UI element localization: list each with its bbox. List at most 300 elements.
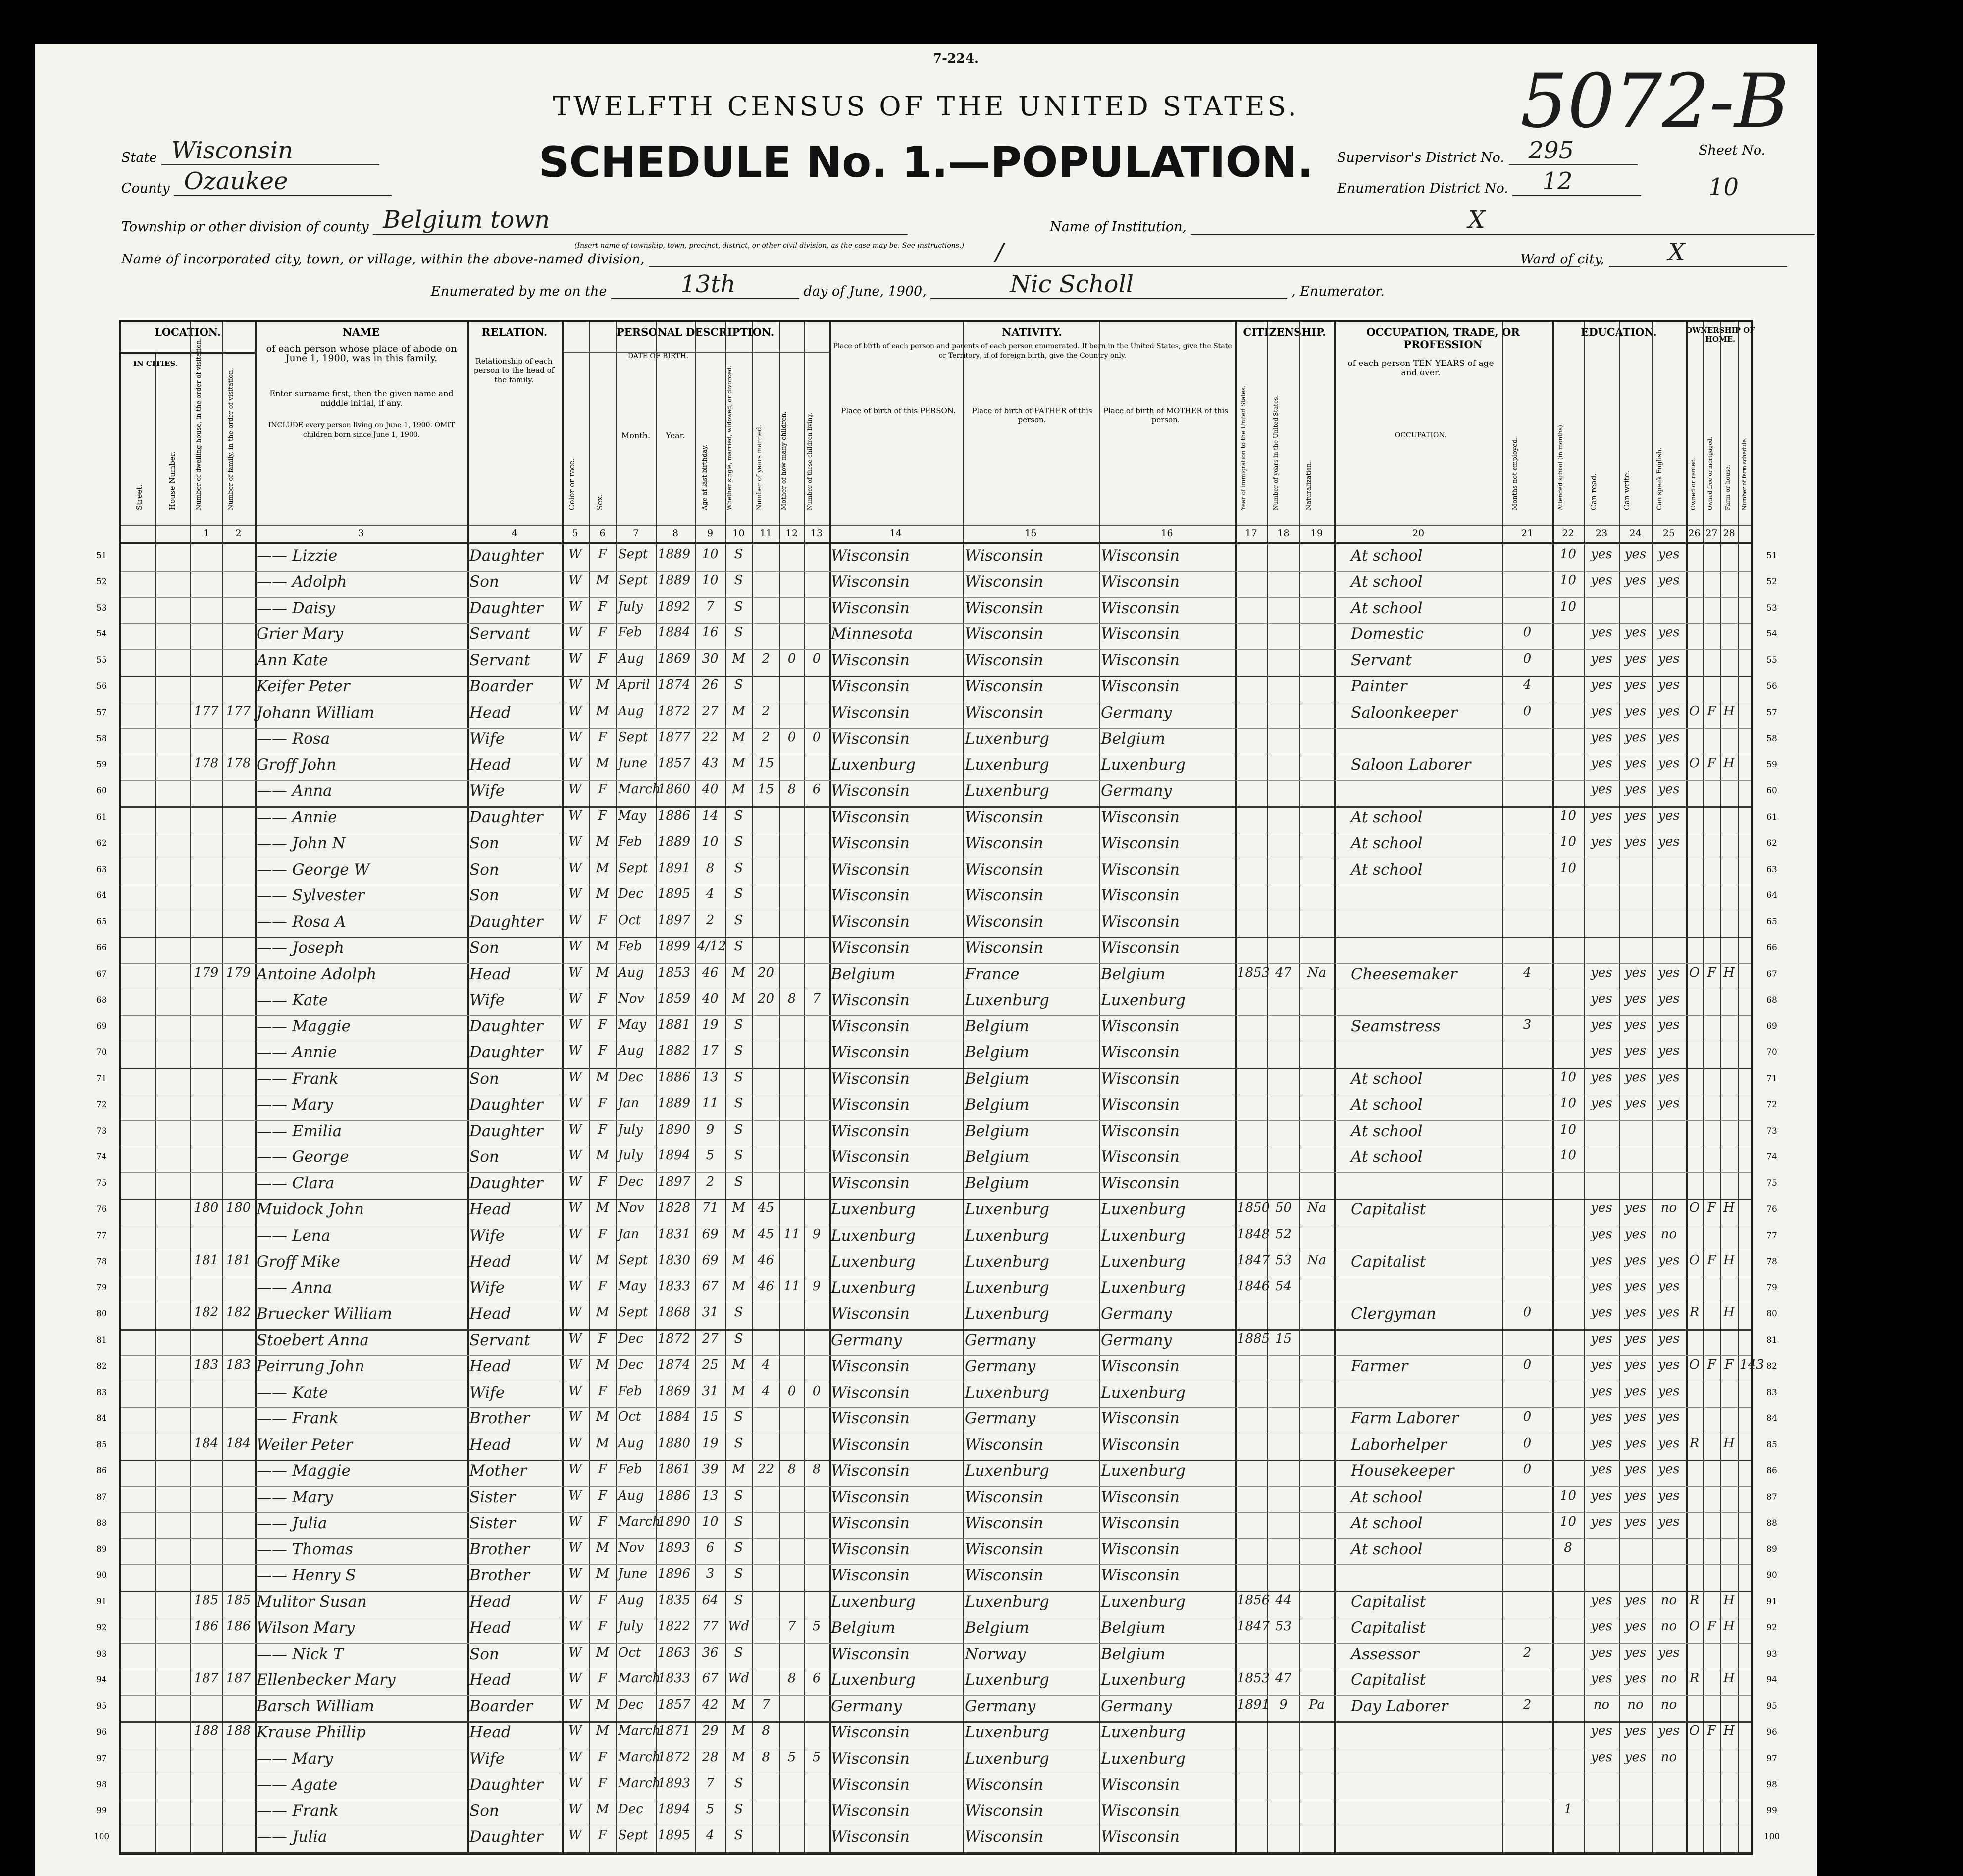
cell-rd: yes — [1591, 1017, 1612, 1033]
cell-p: Wisconsin — [831, 703, 910, 722]
cell-occ: Farmer — [1351, 1357, 1408, 1375]
cell-rel: Son — [469, 1148, 499, 1166]
schedule-title: SCHEDULE No. 1.—POPULATION. — [538, 138, 1314, 187]
cell-sp: yes — [1658, 1095, 1680, 1111]
cell-f — [224, 861, 253, 883]
cell-ym — [754, 861, 777, 883]
cell-fh — [1722, 991, 1736, 1013]
line-number-right: 63 — [1766, 864, 1777, 875]
cell-fh — [1722, 1384, 1736, 1406]
cell-name: Ellenbecker Mary — [257, 1671, 396, 1689]
cell-of — [1705, 886, 1718, 908]
cell-pm: Luxenburg — [1101, 756, 1186, 774]
cell-s: M — [596, 1148, 609, 1163]
cell-of — [1705, 861, 1718, 883]
cell-d — [192, 625, 220, 647]
table-row — [121, 676, 1751, 702]
cell-rel: Daughter — [469, 1174, 543, 1193]
cell-or — [1688, 625, 1701, 647]
cell-pf: Luxenburg — [965, 1749, 1049, 1768]
cell-occ: Painter — [1351, 677, 1407, 695]
cell-cl — [806, 1436, 827, 1458]
cell-cl — [806, 1593, 827, 1615]
cell-ym — [754, 1593, 777, 1615]
cell-s: F — [598, 1226, 607, 1242]
cell-m: Sept — [618, 1305, 648, 1320]
cell-ms: S — [734, 1409, 743, 1425]
cell-c: W — [568, 1122, 582, 1137]
header-month: Month. — [621, 431, 651, 440]
cell-sp — [1654, 1540, 1684, 1562]
cell-or — [1688, 1802, 1701, 1824]
cell-pm: Belgium — [1101, 1645, 1166, 1663]
cell-m: Dec — [618, 1070, 643, 1085]
cell-c: W — [568, 756, 582, 771]
cell-sp — [1654, 1566, 1684, 1588]
cell-of — [1705, 834, 1718, 856]
cell-c: W — [568, 1593, 582, 1608]
cell-d — [192, 1645, 220, 1667]
cell-sp: yes — [1658, 1645, 1680, 1660]
cell-sp: yes — [1658, 1409, 1680, 1425]
cell-d: 183 — [194, 1357, 219, 1372]
table-row — [121, 1721, 1751, 1748]
cell-nat — [1301, 1174, 1332, 1196]
cell-ms: S — [734, 1148, 743, 1163]
cell-f: 182 — [226, 1305, 251, 1320]
group-citizenship: CITIZENSHIP. — [1243, 326, 1326, 338]
cell-sch — [1554, 1409, 1582, 1431]
cell-fh: H — [1723, 1305, 1735, 1320]
cell-rd: yes — [1591, 1645, 1612, 1660]
cell-pf: Luxenburg — [965, 1462, 1049, 1480]
cell-c: W — [568, 834, 582, 849]
cell-of — [1705, 1828, 1718, 1850]
cell-fh: H — [1723, 756, 1735, 771]
cell-fh: H — [1723, 1723, 1735, 1738]
cell-a: 67 — [702, 1279, 719, 1294]
cell-p: Belgium — [831, 1618, 896, 1637]
cell-f — [224, 1043, 253, 1065]
cell-pm: Luxenburg — [1101, 1200, 1186, 1218]
cell-fs — [1740, 625, 1753, 647]
line-number-right: 84 — [1766, 1413, 1777, 1424]
cell-yi — [1237, 913, 1265, 935]
cell-ms: S — [734, 599, 743, 614]
cell-d: 186 — [194, 1618, 219, 1634]
cell-ms: S — [734, 1070, 743, 1085]
cell-sch: 10 — [1559, 1070, 1577, 1085]
cell-or: O — [1689, 965, 1700, 980]
cell-rd — [1586, 1122, 1617, 1144]
cell-p: Wisconsin — [831, 1436, 910, 1454]
cell-of — [1705, 939, 1718, 961]
cell-d — [192, 1828, 220, 1850]
cell-rel: Mother — [469, 1462, 527, 1480]
cell-ms: S — [734, 1095, 743, 1111]
cell-yi — [1237, 1514, 1265, 1536]
cell-a: 2 — [706, 913, 715, 928]
cell-rd: yes — [1591, 808, 1612, 823]
cell-y: 1892 — [658, 599, 691, 614]
cell-or — [1688, 1043, 1701, 1065]
cell-sp: yes — [1658, 756, 1680, 771]
cell-a: 8 — [706, 860, 715, 876]
cell-nat — [1301, 1828, 1332, 1850]
cell-d — [192, 1148, 220, 1170]
cell-fs — [1740, 1122, 1753, 1144]
cell-wr: yes — [1624, 756, 1647, 771]
table-row — [121, 859, 1751, 886]
cell-occ: At school — [1351, 1070, 1423, 1088]
cell-yu — [1269, 730, 1297, 752]
line-number-left: 87 — [96, 1492, 107, 1502]
cell-rd — [1586, 861, 1617, 883]
cell-nat — [1301, 573, 1332, 595]
cell-occ: Laborhelper — [1351, 1436, 1447, 1454]
cell-m: March — [618, 1514, 661, 1529]
line-number-right: 98 — [1766, 1779, 1777, 1790]
cell-name: —— Nick T — [257, 1645, 344, 1663]
cell-d: 180 — [194, 1200, 219, 1215]
cell-f: 179 — [226, 965, 251, 980]
cell-fs — [1740, 1697, 1753, 1719]
line-number-right: 90 — [1766, 1570, 1777, 1581]
cell-mu — [1504, 1671, 1550, 1693]
cell-or — [1688, 1462, 1701, 1484]
cell-sp — [1654, 1802, 1684, 1824]
cell-yu — [1269, 886, 1297, 908]
cell-yu — [1269, 756, 1297, 778]
cell-s: M — [596, 677, 609, 692]
cell-a: 7 — [706, 599, 715, 614]
cell-yi — [1237, 1043, 1265, 1065]
cell-p: Minnesota — [831, 625, 913, 643]
cell-a: 69 — [702, 1252, 719, 1268]
cell-sp — [1654, 1122, 1684, 1144]
cell-s: F — [598, 651, 607, 667]
supervisor-line — [1509, 137, 1638, 165]
cell-rel: Daughter — [469, 1017, 543, 1036]
cell-fs — [1740, 939, 1753, 961]
cell-s: F — [598, 1095, 607, 1111]
cell-nat: Na — [1307, 1200, 1327, 1215]
cell-rel: Sister — [469, 1514, 516, 1532]
cell-occ: Servant — [1351, 651, 1412, 670]
cell-occ: At school — [1351, 1148, 1423, 1166]
cell-yi: 1846 — [1237, 1279, 1270, 1294]
cell-sch — [1554, 1227, 1582, 1249]
cell-d: 181 — [194, 1252, 219, 1268]
cell-yu — [1269, 1096, 1297, 1118]
cell-a: 5 — [706, 1802, 715, 1817]
cell-rel: Son — [469, 573, 499, 591]
cell-m: July — [618, 1122, 643, 1137]
cell-cl — [806, 1357, 827, 1379]
state-line — [161, 137, 379, 165]
column-number: 13 — [810, 528, 823, 539]
cell-p: Wisconsin — [831, 1775, 910, 1794]
cell-wr: yes — [1624, 1305, 1647, 1320]
cell-fs — [1740, 1200, 1753, 1222]
cell-s: M — [596, 756, 609, 771]
cell-rel: Daughter — [469, 1122, 543, 1140]
header-family: Number of family, in the order of visitation. — [227, 368, 235, 510]
cell-rd — [1586, 939, 1617, 961]
cell-yu — [1269, 651, 1297, 673]
cell-nat — [1301, 1776, 1332, 1798]
enumerator-line — [930, 270, 1287, 299]
cell-ym — [754, 1017, 777, 1039]
cell-y: 1830 — [658, 1252, 691, 1268]
cell-ym — [754, 939, 777, 961]
cell-mo — [781, 1331, 802, 1353]
cell-c: W — [568, 1043, 582, 1059]
cell-name: —— Maggie — [257, 1462, 351, 1480]
cell-y: 1889 — [658, 834, 691, 849]
cell-f: 178 — [226, 756, 251, 771]
cell-rd — [1586, 1566, 1617, 1588]
line-number-left: 58 — [96, 733, 107, 744]
column-number: 1 — [203, 528, 209, 539]
ward-value: X — [1668, 238, 1685, 266]
cell-a: 43 — [702, 756, 719, 771]
cell-mo — [781, 1645, 802, 1667]
cell-pm: Wisconsin — [1101, 625, 1180, 643]
table-row — [121, 1774, 1751, 1801]
cell-occ: At school — [1351, 1514, 1423, 1532]
cell-f — [224, 886, 253, 908]
cell-d: 184 — [194, 1436, 219, 1451]
cell-yu — [1269, 1645, 1297, 1667]
cell-yi — [1237, 1174, 1265, 1196]
cell-wr: yes — [1624, 1331, 1647, 1346]
cell-d — [192, 1070, 220, 1092]
cell-rd: yes — [1591, 1331, 1612, 1346]
cell-rel: Daughter — [469, 808, 543, 826]
cell-yu — [1269, 1723, 1297, 1745]
cell-a: 27 — [702, 1331, 719, 1346]
cell-p: Wisconsin — [831, 1357, 910, 1375]
city-line — [649, 238, 1580, 267]
cell-sch — [1554, 756, 1582, 778]
cell-ms: S — [734, 1305, 743, 1320]
cell-occ: Capitalist — [1351, 1618, 1426, 1637]
cell-ym — [754, 1645, 777, 1667]
cell-f: 184 — [226, 1436, 251, 1451]
cell-occ — [1336, 1043, 1515, 1065]
cell-wr: yes — [1624, 730, 1647, 745]
cell-rel: Son — [469, 1645, 499, 1663]
cell-mo — [781, 939, 802, 961]
line-number-right: 69 — [1766, 1021, 1777, 1032]
cell-mo — [781, 1070, 802, 1092]
cell-mo — [781, 1017, 802, 1039]
cell-rel: Head — [469, 1305, 511, 1323]
cell-nat — [1301, 1540, 1332, 1562]
line-number-left: 52 — [96, 576, 107, 587]
cell-y: 1890 — [658, 1122, 691, 1137]
cell-fh — [1722, 1566, 1736, 1588]
table-row — [121, 1382, 1751, 1408]
cell-sch: 10 — [1559, 808, 1577, 823]
cell-sp: yes — [1658, 1331, 1680, 1346]
cell-cl — [806, 599, 827, 621]
cell-y: 1886 — [658, 1070, 691, 1085]
cell-s: M — [596, 1540, 609, 1556]
cell-mu — [1504, 1723, 1550, 1745]
cell-c: W — [568, 1331, 582, 1346]
cell-f — [224, 1279, 253, 1301]
page-stamp: 5072-B — [1520, 58, 1789, 145]
cell-sp — [1654, 1148, 1684, 1170]
cell-fh — [1722, 1802, 1736, 1824]
cell-cl: 9 — [812, 1226, 821, 1242]
cell-ym — [754, 1043, 777, 1065]
cell-sch: 10 — [1559, 1488, 1577, 1503]
cell-pm: Wisconsin — [1101, 1828, 1180, 1846]
cell-wr: yes — [1624, 808, 1647, 823]
cell-ym — [754, 1096, 777, 1118]
cell-name: —— Thomas — [257, 1540, 353, 1559]
cell-p: Wisconsin — [831, 547, 910, 565]
cell-ym: 20 — [757, 991, 775, 1006]
cell-name: Groff John — [257, 756, 337, 774]
cell-rd — [1586, 1174, 1617, 1196]
cell-m: Feb — [618, 834, 642, 849]
cell-m: July — [618, 599, 643, 614]
cell-ms: S — [734, 834, 743, 849]
cell-name: Weiler Peter — [257, 1436, 353, 1454]
cell-sp: no — [1660, 1200, 1677, 1215]
cell-mu: 0 — [1523, 1462, 1532, 1477]
cell-mu — [1504, 1384, 1550, 1406]
table-row — [121, 1094, 1751, 1121]
cell-or: R — [1689, 1436, 1700, 1451]
cell-a: 10 — [702, 573, 719, 588]
cell-ms: S — [734, 1331, 743, 1346]
cell-fs — [1740, 1305, 1753, 1327]
cell-s: F — [598, 1775, 607, 1791]
cell-pm: Wisconsin — [1101, 677, 1180, 695]
cell-f — [224, 547, 253, 569]
cell-p: Wisconsin — [831, 573, 910, 591]
cell-ms: S — [734, 913, 743, 928]
cell-of: F — [1707, 1723, 1716, 1738]
line-number-right: 56 — [1766, 681, 1777, 691]
cell-yu — [1269, 573, 1297, 595]
cell-name: Peirrung John — [257, 1357, 365, 1375]
cell-or — [1688, 861, 1701, 883]
cell-cl — [806, 1043, 827, 1065]
cell-rel: Brother — [469, 1566, 530, 1585]
cell-d — [192, 547, 220, 569]
cell-name: —— Rosa — [257, 730, 330, 748]
cell-fs — [1740, 547, 1753, 569]
cell-rd: yes — [1591, 1357, 1612, 1372]
cell-ms: S — [734, 860, 743, 876]
cell-rel: Head — [469, 1618, 511, 1637]
cell-c: W — [568, 939, 582, 954]
cell-sch — [1554, 1697, 1582, 1719]
cell-f — [224, 1750, 253, 1772]
cell-pf: Wisconsin — [965, 913, 1043, 931]
cell-wr — [1621, 886, 1650, 908]
cell-p: Wisconsin — [831, 1122, 910, 1140]
cell-nat — [1301, 704, 1332, 726]
cell-nat — [1301, 1070, 1332, 1092]
cell-cl — [806, 1305, 827, 1327]
rule-col-numbers — [121, 525, 1751, 526]
cell-mu — [1504, 1122, 1550, 1144]
cell-ms: S — [734, 1174, 743, 1190]
cell-mu — [1504, 861, 1550, 883]
cell-p: Wisconsin — [831, 1383, 910, 1402]
cell-mo — [781, 1566, 802, 1588]
cell-fh: H — [1723, 1671, 1735, 1686]
cell-s: F — [598, 1174, 607, 1190]
header-can-read: Can read. — [1589, 473, 1598, 510]
cell-a: 67 — [702, 1671, 719, 1686]
cell-mu — [1504, 1750, 1550, 1772]
line-number-left: 59 — [96, 760, 107, 770]
cell-fh — [1722, 1174, 1736, 1196]
cell-nat — [1301, 1645, 1332, 1667]
cell-sch: 10 — [1559, 860, 1577, 876]
cell-of — [1705, 573, 1718, 595]
cell-p: Wisconsin — [831, 651, 910, 670]
cell-sp: no — [1660, 1749, 1677, 1765]
cell-y: 1871 — [658, 1723, 691, 1738]
table-row — [121, 963, 1751, 990]
cell-of — [1705, 1697, 1718, 1719]
line-number-left: 90 — [96, 1570, 107, 1581]
cell-of — [1705, 1409, 1718, 1431]
supervisor-label: Supervisor's District No. — [1337, 150, 1504, 165]
cell-fh — [1722, 886, 1736, 908]
cell-nat — [1301, 1122, 1332, 1144]
cell-f — [224, 1331, 253, 1353]
cell-fh — [1722, 625, 1736, 647]
cell-cl: 0 — [812, 1383, 821, 1399]
line-number-left: 85 — [96, 1440, 107, 1450]
cell-p: Wisconsin — [831, 886, 910, 905]
column-number: 21 — [1521, 528, 1534, 539]
cell-c: W — [568, 573, 582, 588]
cell-sp: yes — [1658, 573, 1680, 588]
cell-wr: yes — [1624, 991, 1647, 1006]
cell-or: O — [1689, 1200, 1700, 1215]
cell-m: March — [618, 782, 661, 797]
cell-nat — [1301, 886, 1332, 908]
cell-or — [1688, 1488, 1701, 1510]
cell-f: 185 — [226, 1593, 251, 1608]
cell-ym — [754, 808, 777, 830]
cell-occ — [1336, 1723, 1515, 1745]
header-years-married: Number of years married. — [756, 425, 763, 510]
cell-d — [192, 1279, 220, 1301]
cell-nat — [1301, 782, 1332, 804]
cell-mo — [781, 573, 802, 595]
cell-ms: Wd — [727, 1618, 750, 1634]
cell-ms: S — [734, 886, 743, 902]
cell-c: W — [568, 1566, 582, 1582]
cell-nat — [1301, 1802, 1332, 1824]
ward-label: Ward of city, — [1520, 252, 1604, 267]
cell-mu: 4 — [1523, 677, 1532, 692]
cell-of — [1705, 808, 1718, 830]
cell-cl: 0 — [812, 651, 821, 667]
